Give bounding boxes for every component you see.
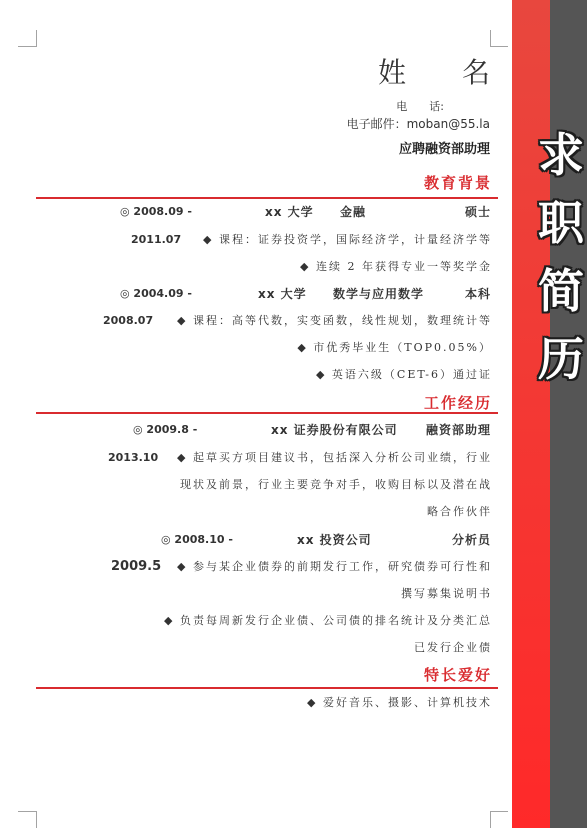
entry-company: xx 投资公司 (297, 533, 372, 547)
section-heading: 教育背景 (423, 174, 492, 192)
entry-job-title: 融资部助理 (425, 423, 491, 437)
work-entry-header (0, 422, 587, 438)
education-entry-header (0, 286, 587, 302)
section-divider (36, 197, 498, 199)
entry-detail: 略合作伙伴 (427, 505, 492, 518)
work-detail-row (0, 640, 587, 656)
section-divider (36, 412, 498, 414)
job-objective: 应聘融资部助理 (398, 142, 490, 157)
section-work-heading-row (0, 394, 587, 412)
entry-start-date: ◎ 2004.09 - (120, 287, 192, 300)
work-detail-row (0, 477, 587, 493)
entry-school: xx 大学 (258, 287, 307, 301)
entry-degree: 本科 (464, 287, 491, 301)
entry-detail: 已发行企业债 (414, 641, 492, 654)
entry-start-date: ◎ 2008.09 - (120, 205, 192, 218)
entry-end-date: 2011.07 (131, 233, 182, 246)
entry-job-title: 分析员 (451, 533, 491, 547)
entry-detail: ◆ 市优秀毕业生（TOP0.05%） (297, 341, 492, 354)
education-detail-row (0, 313, 587, 329)
header-email-row (0, 116, 587, 132)
education-detail-row (0, 367, 587, 383)
entry-detail: 现状及前景，行业主要竞争对手，收购目标以及潜在战 (180, 478, 492, 491)
section-hobbies-heading-row (0, 666, 587, 684)
section-education-heading-row (0, 174, 587, 192)
entry-end-date: 2009.5 (111, 559, 162, 574)
side-title-char: 历 (538, 332, 584, 386)
entry-detail: ◆ 英语六级（CET-6）通过证 (315, 368, 492, 381)
entry-detail: ◆ 负责每周新发行企业债、公司债的排名统计及分类汇总 (164, 614, 492, 627)
entry-detail: ◆ 参与某企业债券的前期发行工作，研究债券可行性和 (177, 560, 492, 573)
header-objective-row (0, 142, 587, 158)
section-heading: 工作经历 (423, 394, 492, 412)
entry-detail: ◆ 连续 2 年获得专业一等奖学金 (300, 260, 492, 273)
entry-major: 金融 (340, 205, 367, 219)
side-title-char: 求 (538, 128, 584, 182)
side-title-char: 简 (538, 264, 584, 318)
education-detail-row (0, 232, 587, 248)
education-entry-header (0, 204, 587, 220)
education-detail-row (0, 259, 587, 275)
entry-detail: ◆ 课程：高等代数，实变函数，线性规划，数理统计等 (177, 314, 492, 327)
entry-company: xx 证券股份有限公司 (271, 423, 398, 437)
entry-end-date: 2013.10 (108, 451, 159, 464)
entry-detail: ◆ 起草买方项目建议书，包括深入分析公司业绩，行业 (177, 451, 492, 464)
side-title-char: 职 (538, 196, 584, 250)
work-detail-row (0, 586, 587, 602)
entry-detail: 撰写募集说明书 (401, 587, 492, 600)
email-line: 电子邮件：moban@55.la (346, 117, 490, 131)
section-divider (36, 687, 498, 689)
work-entry-header (0, 532, 587, 548)
section-heading: 特长爱好 (423, 666, 492, 684)
entry-start-date: ◎ 2009.8 - (133, 423, 198, 436)
entry-school: xx 大学 (265, 205, 314, 219)
work-detail-row (0, 559, 587, 575)
phone-label: 电 话: (396, 100, 444, 113)
work-detail-row (0, 450, 587, 466)
header-phone-row (0, 99, 587, 115)
education-detail-row (0, 340, 587, 356)
entry-degree: 硕士 (464, 205, 491, 219)
header-name-row (0, 57, 587, 89)
candidate-name: 姓 名 (377, 56, 490, 89)
work-detail-row (0, 504, 587, 520)
entry-detail: ◆ 课程：证券投资学，国际经济学，计量经济学等 (203, 233, 492, 246)
hobby-item: ◆ 爱好音乐、摄影、计算机技术 (307, 696, 492, 709)
work-detail-row (0, 613, 587, 629)
entry-start-date: ◎ 2008.10 - (161, 533, 233, 546)
entry-end-date: 2008.07 (103, 314, 154, 327)
hobby-row (0, 695, 587, 711)
entry-major: 数学与应用数学 (333, 287, 425, 301)
